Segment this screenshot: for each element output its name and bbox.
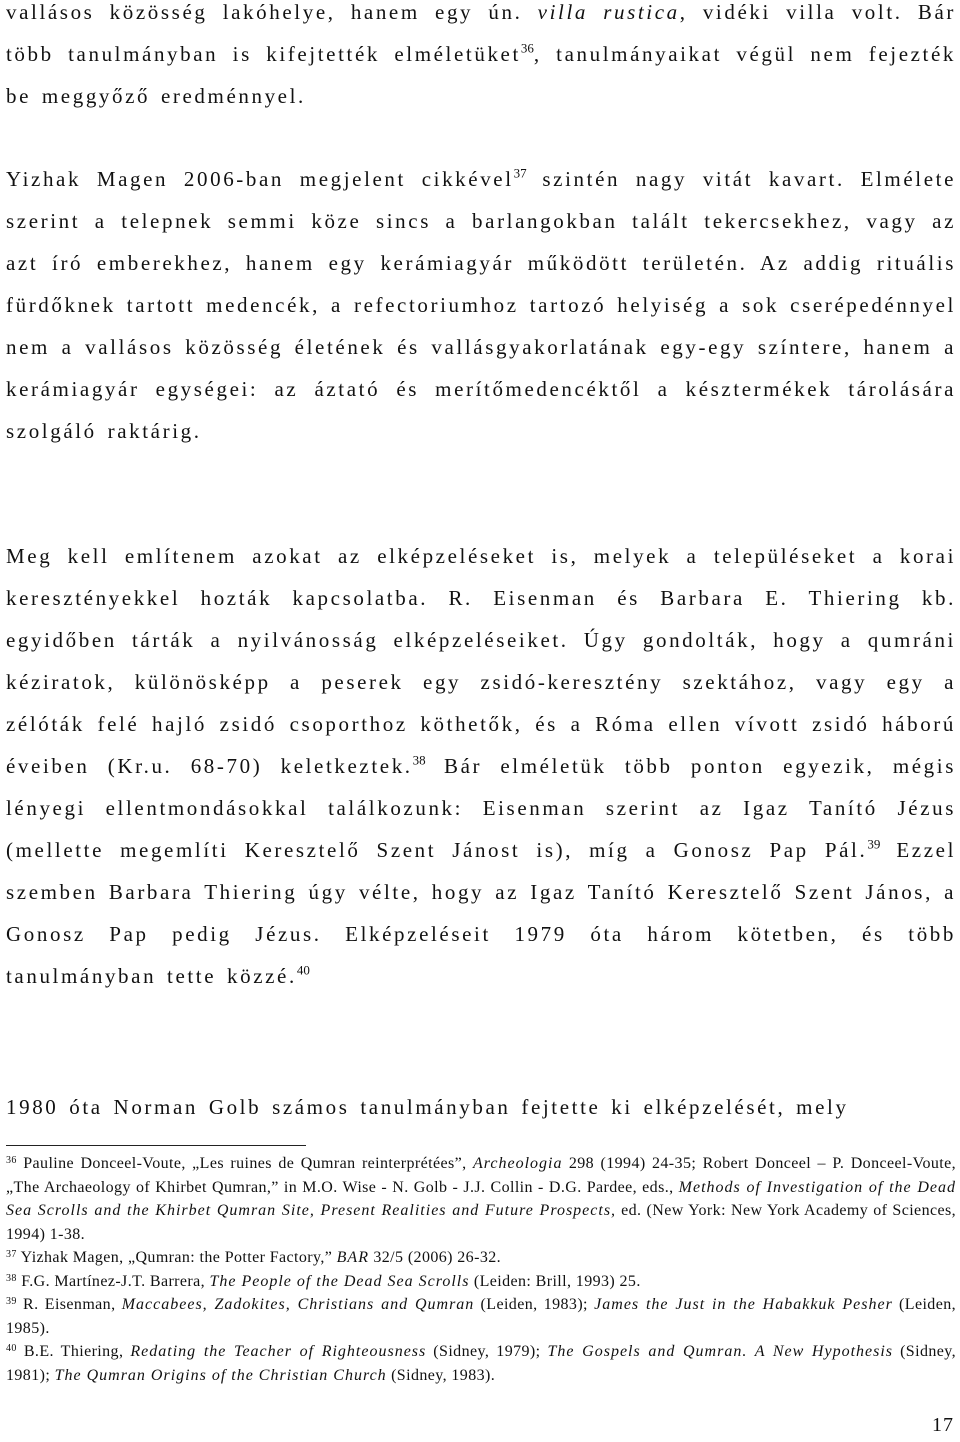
footnote-number: 36 [6,1155,17,1166]
footnote-number: 39 [6,1296,17,1307]
footnote-ref-40[interactable]: 40 [296,962,310,978]
paragraph-eisenman-thiering [6,535,956,997]
paragraph-text: vallásos közösség lakóhelye, hanem egy ún. [6,0,538,24]
paragraph-text: Meg kell említenem azokat az elképzeléseket is, melyek a településeket a korai keresztényekkel hozták kapcsolatba. R. Eisenman és Barbara E. Thiering kb. egyidőben tárták a nyilvánosság elképzeléseiket. Úgy gondolták, hogy a qumráni kéziratok, különösképp a peserek egy zsidó-keresztény szektához, vagy egy a zélóták felé hajló zsidó csoporthoz köthetők, és a Róma ellen vívott zsidó háború éveiben (Kr.u. 68-70) keletkeztek. [6,544,956,778]
footnote-text: F.G. Martínez-J.T. Barrera, [16,1272,210,1290]
footnote-text: (Sidney, 1979); [426,1343,548,1360]
footnote-ref-38[interactable]: 38 [412,752,426,768]
footnote-ref-36[interactable]: 36 [520,40,534,56]
footnote-title: The People of the Dead Sea Scrolls [209,1272,470,1290]
footnote-text: 298 (1994) 24-35; Robert Donceel – P. Donceel-Voute, „The Archaeology of Khirbet Qumran,” in M.O. Wise - N. Golb - J.J. Collin - D.G. Pardee, eds., [6,1155,957,1196]
footnote-text: R. Eisenman, [16,1296,122,1313]
footnote-title: BAR [336,1249,369,1266]
footnote-number: 38 [6,1272,17,1284]
paragraph-text: , vidéki villa volt. Bár több tanulmányban is kifejtették elméletüket [6,0,956,66]
footnote-title: Redating the Teacher of Righteousness [130,1343,427,1360]
footnote-text: (Leiden, 1983); [474,1296,595,1313]
footnote-title: Archeologia [472,1155,563,1172]
footnote-text: (Leiden: Brill, 1993) 25. [469,1272,641,1290]
footnote-text: B.E. Thiering, [16,1343,131,1360]
paragraph-text: Ezzel szemben Barbara Thiering úgy vélte, hogy az Igaz Tanító Keresztelő Szent János, a Gonosz Pap pedig Jézus. Elképzeléseit 1979 óta három kötetben, és több tanulmányban tette közzé. [6,838,956,988]
footnote-40 [6,1340,956,1387]
footnote-title: The Qumran Origins of the Christian Church [54,1366,387,1384]
footnote-ref-39[interactable]: 39 [867,836,881,852]
footnote-39 [6,1293,956,1340]
footnote-text: (Sidney, 1983). [386,1366,496,1384]
footnote-separator [6,1145,306,1146]
footnote-38 [6,1270,956,1294]
italic-term: villa rustica [537,0,680,24]
footnote-text: 32/5 (2006) 26-32. [368,1249,502,1266]
footnote-title: The Gospels and Qumran. A New Hypothesis [547,1343,894,1360]
footnotes [6,1152,956,1387]
footnote-title: James the Just in the Habakkuk Pesher [594,1296,893,1313]
page-number: 17 [932,1414,954,1436]
footnote-ref-37[interactable]: 37 [513,165,527,181]
footnote-36 [6,1152,956,1246]
paragraph-text: szintén nagy vitát kavart. Elmélete szerint a telepnek semmi köze sincs a barlangokban talált tekercsekhez, vagy az azt író emberekhez, hanem egy kerámiagyár működött területén. Az addig rituális fürdőknek tartott medencék, a refectoriumhoz tartozó helyiség a sok cserépedénnyel nem a vallásos közösség életének és vallásgyakorlatának egy-egy színtere, hanem a kerámiagyár egységei: az áztató és merítőmedencéktől a késztermékek tárolására szolgáló raktárig. [6,167,956,443]
paragraph-text: 1980 óta Norman Golb számos tanulmányban fejtette ki elképzelését, mely [6,1095,849,1119]
paragraph-villa-rustica [6,0,956,117]
paragraph-golb [6,1086,956,1128]
paragraph-text: , tanulmányaikat végül nem fejezték be meggyőző eredménnyel. [6,42,957,108]
footnote-text: ed. (New York: New York Academy of Sciences, 1994) 1-38. [6,1202,956,1243]
footnote-number: 40 [6,1343,17,1354]
footnote-text: (Leiden, 1985). [6,1296,957,1337]
footnote-title: Methods of Investigation of the Dead Sea Scrolls and the Khirbet Qumran Site, Present Realities and Future Prospects, [6,1178,956,1219]
footnote-text: (Sidney, 1981); [6,1343,957,1384]
paragraph-text: Yizhak Magen 2006-ban megjelent cikkével [6,167,514,191]
footnote-text: Yizhak Magen, „Qumran: the Potter Factory,” [16,1249,337,1266]
footnote-text: Pauline Donceel-Voute, „Les ruines de Qumran reinterprétées”, [16,1155,473,1172]
paragraph-magen [6,158,956,452]
paragraph-text: Bár elméletük több ponton egyezik, mégis lényegi ellentmondásokkal találkozunk: Eisenman szerint az Igaz Tanító Jézus (mellette megemlíti Keresztelő Szent Jánost is), míg a Gonosz Pap Pál. [6,754,956,862]
footnote-37 [6,1246,956,1270]
footnote-number: 37 [6,1249,17,1260]
footnote-title: Maccabees, Zadokites, Christians and Qumran [121,1296,475,1313]
